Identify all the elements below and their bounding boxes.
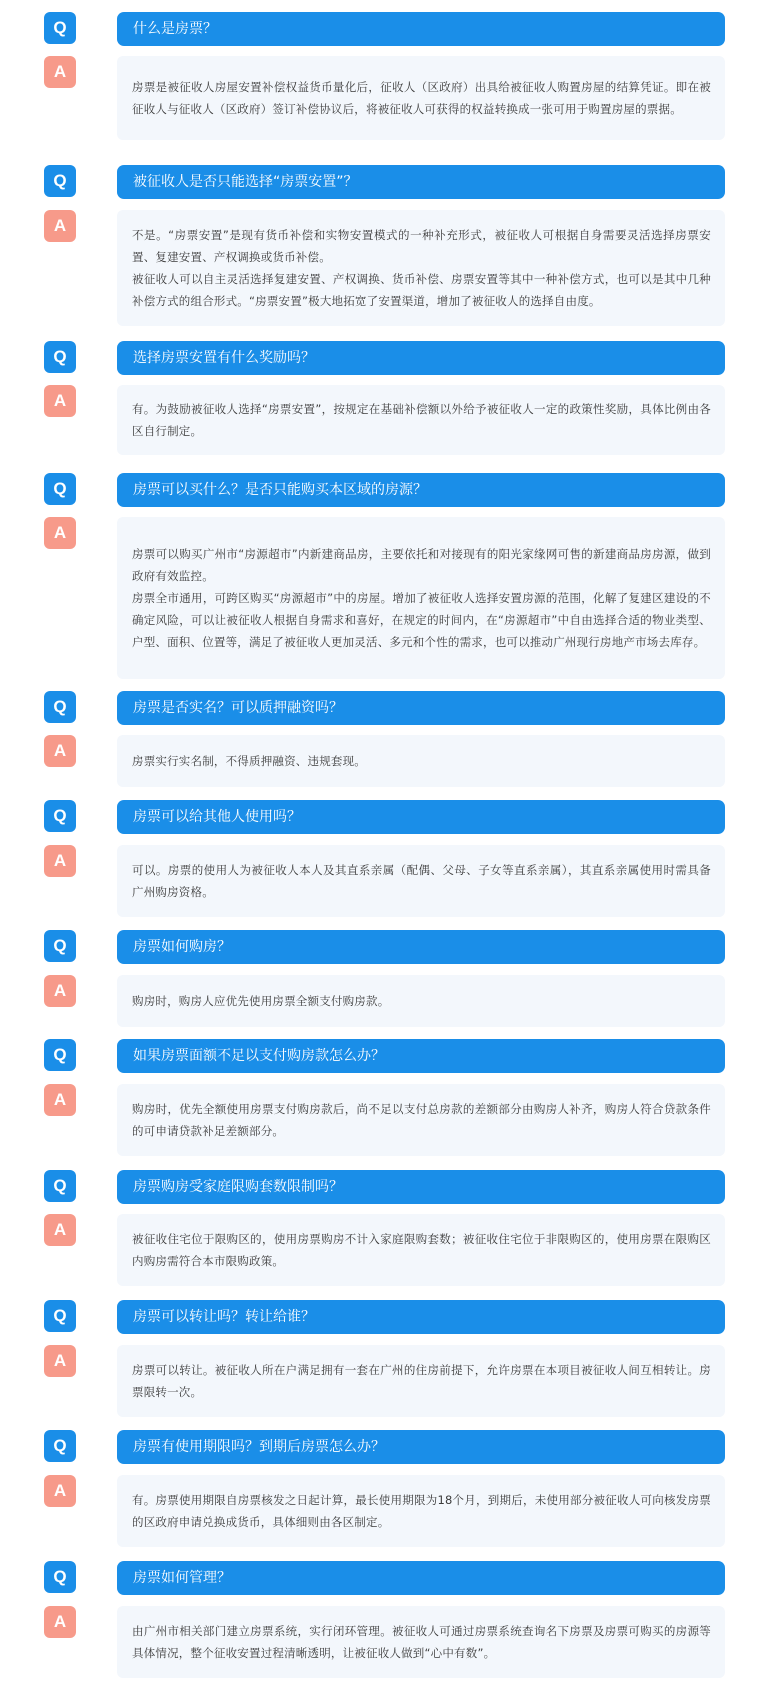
answer-box (117, 385, 725, 455)
answer-box (117, 735, 725, 787)
answer-badge-icon: A (44, 1475, 76, 1507)
question-title: 房票如何管理？ (117, 1561, 725, 1595)
question-badge-icon: Q (44, 1039, 76, 1071)
question-title: 房票可以买什么？是否只能购买本区域的房源？ (117, 473, 725, 507)
question-badge-icon: Q (44, 473, 76, 505)
answer-text: 房票实行实名制，不得质押融资、违规套现。 (132, 754, 366, 768)
answer-box (117, 1084, 725, 1156)
answer-badge-icon: A (44, 1606, 76, 1638)
answer-text: 被征收人可以自主灵活选择复建安置、产权调换、货币补偿、房票安置等其中一种补偿方式，也可以是其中几种补偿方式的组合形式。“房票安置”极大地拓宽了安置渠道，增加了被征收人的选择自由度。 (132, 272, 711, 308)
answer-box (117, 210, 725, 326)
answer-text: 有。为鼓励被征收人选择“房票安置”，按规定在基础补偿额以外给予被征收人一定的政策性奖励，具体比例由各区自行制定。 (132, 402, 711, 438)
question-title: 什么是房票？ (117, 12, 725, 46)
question-badge-icon: Q (44, 1430, 76, 1462)
question-badge-icon: Q (44, 800, 76, 832)
answer-badge-icon: A (44, 975, 76, 1007)
answer-badge-icon: A (44, 1214, 76, 1246)
answer-box (117, 1606, 725, 1678)
question-badge-icon: Q (44, 341, 76, 373)
question-badge-icon: Q (44, 1170, 76, 1202)
answer-badge-icon: A (44, 845, 76, 877)
answer-text: 房票是被征收人房屋安置补偿权益货币量化后，征收人（区政府）出具给被征收人购置房屋的结算凭证。即在被征收人与征收人（区政府）签订补偿协议后，将被征收人可获得的权益转换成一张可用于购置房屋的票据。 (132, 80, 711, 116)
answer-text: 购房时，购房人应优先使用房票全额支付购房款。 (132, 994, 390, 1008)
answer-text: 可以。房票的使用人为被征收人本人及其直系亲属（配偶、父母、子女等直系亲属），其直系亲属使用时需具备广州购房资格。 (132, 863, 711, 899)
question-title: 如果房票面额不足以支付购房款怎么办？ (117, 1039, 725, 1073)
answer-box (117, 517, 725, 679)
question-badge-icon: Q (44, 1300, 76, 1332)
answer-badge-icon: A (44, 385, 76, 417)
answer-box (117, 845, 725, 917)
question-title: 选择房票安置有什么奖励吗？ (117, 341, 725, 375)
answer-badge-icon: A (44, 517, 76, 549)
answer-text: 房票可以购买广州市“房源超市”内新建商品房，主要依托和对接现有的阳光家缘网可售的新建商品房房源，做到政府有效监控。 (132, 547, 711, 583)
answer-text: 有。房票使用期限自房票核发之日起计算，最长使用期限为18个月，到期后，未使用部分被征收人可向核发房票的区政府申请兑换成货币，具体细则由各区制定。 (132, 1493, 711, 1529)
answer-badge-icon: A (44, 210, 76, 242)
answer-badge-icon: A (44, 1084, 76, 1116)
answer-badge-icon: A (44, 735, 76, 767)
answer-text: 房票可以转让。被征收人所在户满足拥有一套在广州的住房前提下，允许房票在本项目被征收人间互相转让。房票限转一次。 (132, 1363, 711, 1399)
question-title: 房票有使用期限吗？到期后房票怎么办？ (117, 1430, 725, 1464)
answer-box (117, 975, 725, 1027)
answer-text: 由广州市相关部门建立房票系统，实行闭环管理。被征收人可通过房票系统查询名下房票及房票可购买的房源等具体情况，整个征收安置过程清晰透明，让被征收人做到“心中有数”。 (132, 1624, 711, 1660)
question-title: 房票可以给其他人使用吗？ (117, 800, 725, 834)
question-title: 被征收人是否只能选择“房票安置”？ (117, 165, 725, 199)
answer-box (117, 1345, 725, 1417)
answer-text: 被征收住宅位于限购区的，使用房票购房不计入家庭限购套数；被征收住宅位于非限购区的，使用房票在限购区内购房需符合本市限购政策。 (132, 1232, 711, 1268)
answer-badge-icon: A (44, 1345, 76, 1377)
question-title: 房票可以转让吗？转让给谁？ (117, 1300, 725, 1334)
answer-text: 不是。“房票安置”是现有货币补偿和实物安置模式的一种补充形式，被征收人可根据自身需要灵活选择房票安置、复建安置、产权调换或货币补偿。 (132, 228, 711, 264)
question-badge-icon: Q (44, 165, 76, 197)
question-badge-icon: Q (44, 1561, 76, 1593)
question-title: 房票是否实名？可以质押融资吗？ (117, 691, 725, 725)
answer-box (117, 1214, 725, 1286)
question-badge-icon: Q (44, 691, 76, 723)
answer-box (117, 56, 725, 140)
question-title: 房票购房受家庭限购套数限制吗？ (117, 1170, 725, 1204)
question-badge-icon: Q (44, 12, 76, 44)
answer-text: 房票全市通用，可跨区购买“房源超市”中的房屋。增加了被征收人选择安置房源的范围，化解了复建区建设的不确定风险，可以让被征收人根据自身需求和喜好，在规定的时间内，在“房源超市”中自由选择合适的物业类型、户型、面积、位置等，满足了被征收人更加灵活、多元和个性的需求，也可以推动广州现行房地产市场去库存。 (132, 591, 711, 649)
question-title: 房票如何购房？ (117, 930, 725, 964)
answer-badge-icon: A (44, 56, 76, 88)
answer-box (117, 1475, 725, 1547)
question-badge-icon: Q (44, 930, 76, 962)
answer-text: 购房时，优先全额使用房票支付购房款后，尚不足以支付总房款的差额部分由购房人补齐，购房人符合贷款条件的可申请贷款补足差额部分。 (132, 1102, 711, 1138)
